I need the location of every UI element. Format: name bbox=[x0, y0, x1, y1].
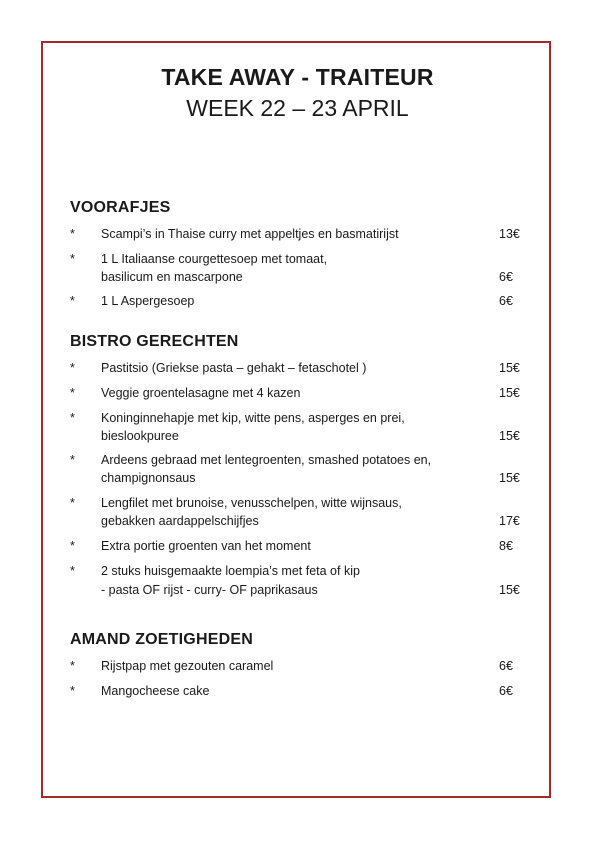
menu-title: TAKE AWAY - TRAITEUR bbox=[161, 64, 434, 90]
bullet: * bbox=[70, 659, 75, 673]
item-price: 15€ bbox=[499, 386, 520, 400]
item-description: Lengfilet met brunoise, venusschelpen, witte wijnsaus, bbox=[101, 496, 402, 510]
item-price: 6€ bbox=[499, 659, 513, 673]
bullet: * bbox=[70, 386, 75, 400]
bullet: * bbox=[70, 252, 75, 266]
bullet: * bbox=[70, 564, 75, 578]
bullet: * bbox=[70, 227, 75, 241]
bullet: * bbox=[70, 684, 75, 698]
bullet: * bbox=[70, 411, 75, 425]
item-price: 13€ bbox=[499, 227, 520, 241]
item-price: 17€ bbox=[499, 514, 520, 528]
item-description: Mangocheese cake bbox=[101, 684, 210, 698]
item-description-continued: bieslookpuree bbox=[101, 429, 179, 443]
item-price: 15€ bbox=[499, 361, 520, 375]
item-description: 1 L Italiaanse courgettesoep met tomaat, bbox=[101, 252, 328, 266]
item-price: 8€ bbox=[499, 539, 513, 553]
item-description-continued: champignonsaus bbox=[101, 471, 196, 485]
item-price: 15€ bbox=[499, 429, 520, 443]
item-description-continued: gebakken aardappelschijfjes bbox=[101, 514, 259, 528]
bullet: * bbox=[70, 496, 75, 510]
item-description: 2 stuks huisgemaakte loempia’s met feta of kip bbox=[101, 564, 360, 578]
item-description: Rijstpap met gezouten caramel bbox=[101, 659, 274, 673]
item-description: 1 L Aspergesoep bbox=[101, 294, 195, 308]
bullet: * bbox=[70, 361, 75, 375]
item-description-continued: - pasta OF rijst - curry- OF paprikasaus bbox=[101, 583, 318, 597]
item-description: Ardeens gebraad met lentegroenten, smashed potatoes en, bbox=[101, 453, 432, 467]
item-price: 15€ bbox=[499, 583, 520, 597]
menu-subtitle: WEEK 22 – 23 APRIL bbox=[186, 95, 409, 121]
item-price: 6€ bbox=[499, 270, 513, 284]
section-heading-voorafjes: VOORAFJES bbox=[70, 199, 171, 216]
item-description: Koninginnehapje met kip, witte pens, asperges en prei, bbox=[101, 411, 405, 425]
bullet: * bbox=[70, 453, 75, 467]
item-description: Extra portie groenten van het moment bbox=[101, 539, 311, 553]
item-description-continued: basilicum en mascarpone bbox=[101, 270, 243, 284]
item-price: 6€ bbox=[499, 294, 513, 308]
item-description: Pastitsio (Griekse pasta – gehakt – fetaschotel ) bbox=[101, 361, 367, 375]
bullet: * bbox=[70, 294, 75, 308]
item-description: Scampi’s in Thaise curry met appeltjes en basmatirijst bbox=[101, 227, 399, 241]
item-price: 15€ bbox=[499, 471, 520, 485]
item-description: Veggie groentelasagne met 4 kazen bbox=[101, 386, 301, 400]
bullet: * bbox=[70, 539, 75, 553]
section-heading-bistro-gerechten: BISTRO GERECHTEN bbox=[70, 333, 239, 350]
item-price: 6€ bbox=[499, 684, 513, 698]
section-heading-amand-zoetigheden: AMAND ZOETIGHEDEN bbox=[70, 631, 253, 648]
